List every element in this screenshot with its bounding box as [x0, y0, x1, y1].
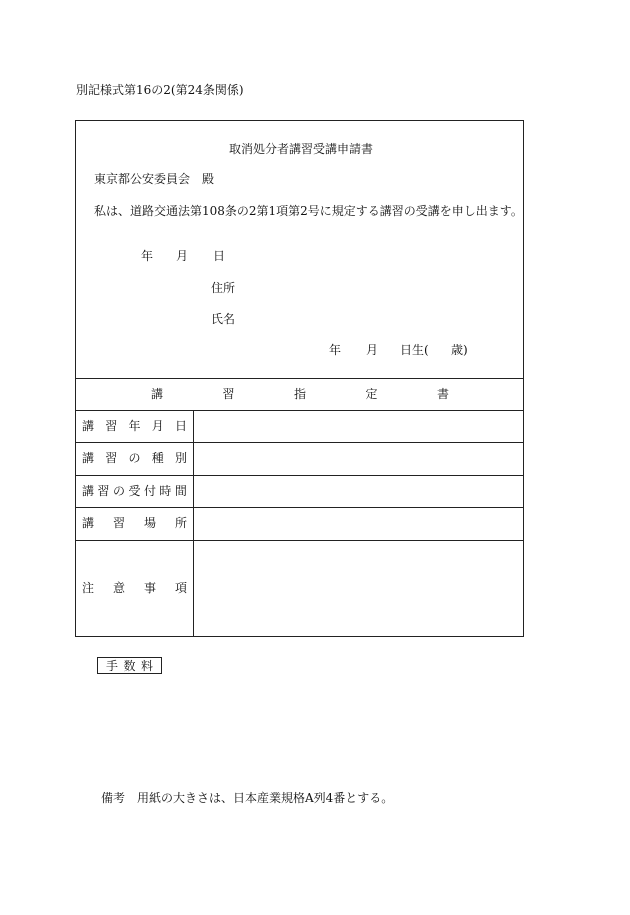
designation-header-char: 習 [222, 387, 235, 401]
application-statement: 私は、道路交通法第108条の2第1項第2号に規定する講習の受講を申し出ます。 [94, 204, 523, 218]
fee-char: 手 [106, 659, 119, 673]
label-column-divider [193, 410, 194, 636]
form-title: 取消処分者講習受講申請書 [229, 142, 374, 156]
designation-header-char: 指 [293, 387, 306, 401]
label-char: 間 [174, 484, 187, 498]
address-label: 住所 [211, 281, 236, 295]
designation-header-char: 講 [151, 387, 164, 401]
label-char: 習 [97, 484, 110, 498]
row-label-notes [82, 582, 187, 594]
label-char: 習 [112, 516, 125, 530]
designation-top-divider [75, 378, 524, 379]
row-divider [75, 475, 524, 476]
label-char: 講 [82, 419, 95, 433]
label-char: 場 [143, 516, 156, 530]
label-char: 時 [159, 484, 172, 498]
row-label-reception-time [82, 485, 187, 497]
designation-header-divider [75, 410, 524, 411]
label-char: 日 [174, 419, 187, 433]
fee-char: 料 [140, 659, 153, 673]
age-label: 歳) [451, 343, 468, 357]
label-char: 受 [128, 484, 141, 498]
label-char: 所 [174, 516, 187, 530]
birth-month-label: 月 [366, 343, 379, 357]
label-char: 月 [151, 419, 164, 433]
remarks-label: 備考 [101, 791, 126, 805]
application-date-month-label: 月 [176, 249, 189, 263]
label-char: 意 [112, 581, 125, 595]
fee-char: 数 [123, 659, 136, 673]
name-label: 氏名 [211, 312, 236, 326]
label-char: 講 [82, 484, 95, 498]
designation-header-char: 定 [365, 387, 378, 401]
label-char: の [112, 484, 125, 498]
row-label-lecture-date [82, 420, 187, 432]
label-char: 事 [143, 581, 156, 595]
row-divider [75, 442, 524, 443]
label-char: の [128, 451, 141, 465]
label-char: 講 [82, 516, 95, 530]
designation-header [151, 388, 449, 400]
row-divider [75, 540, 524, 541]
row-label-lecture-venue [82, 517, 187, 529]
label-char: 付 [143, 484, 156, 498]
birth-day-label: 日生( [400, 343, 429, 357]
label-char: 項 [174, 581, 187, 595]
form-number: 別記様式第16の2(第24条関係) [76, 83, 244, 97]
remarks-text: 用紙の大きさは、日本産業規格A列4番とする。 [137, 791, 394, 805]
label-char: 種 [151, 451, 164, 465]
application-date-day-label: 日 [213, 249, 226, 263]
application-date-year-label: 年 [141, 249, 154, 263]
label-char: 年 [128, 419, 141, 433]
label-char: 習 [105, 451, 118, 465]
fee-stamp-box [97, 657, 162, 674]
row-label-lecture-type [82, 452, 187, 464]
label-char: 注 [82, 581, 95, 595]
label-char: 別 [174, 451, 187, 465]
row-divider [75, 507, 524, 508]
label-char: 習 [105, 419, 118, 433]
birth-year-label: 年 [329, 343, 342, 357]
designation-header-char: 書 [436, 387, 449, 401]
label-char: 講 [82, 451, 95, 465]
addressee: 東京都公安委員会 殿 [94, 172, 215, 186]
